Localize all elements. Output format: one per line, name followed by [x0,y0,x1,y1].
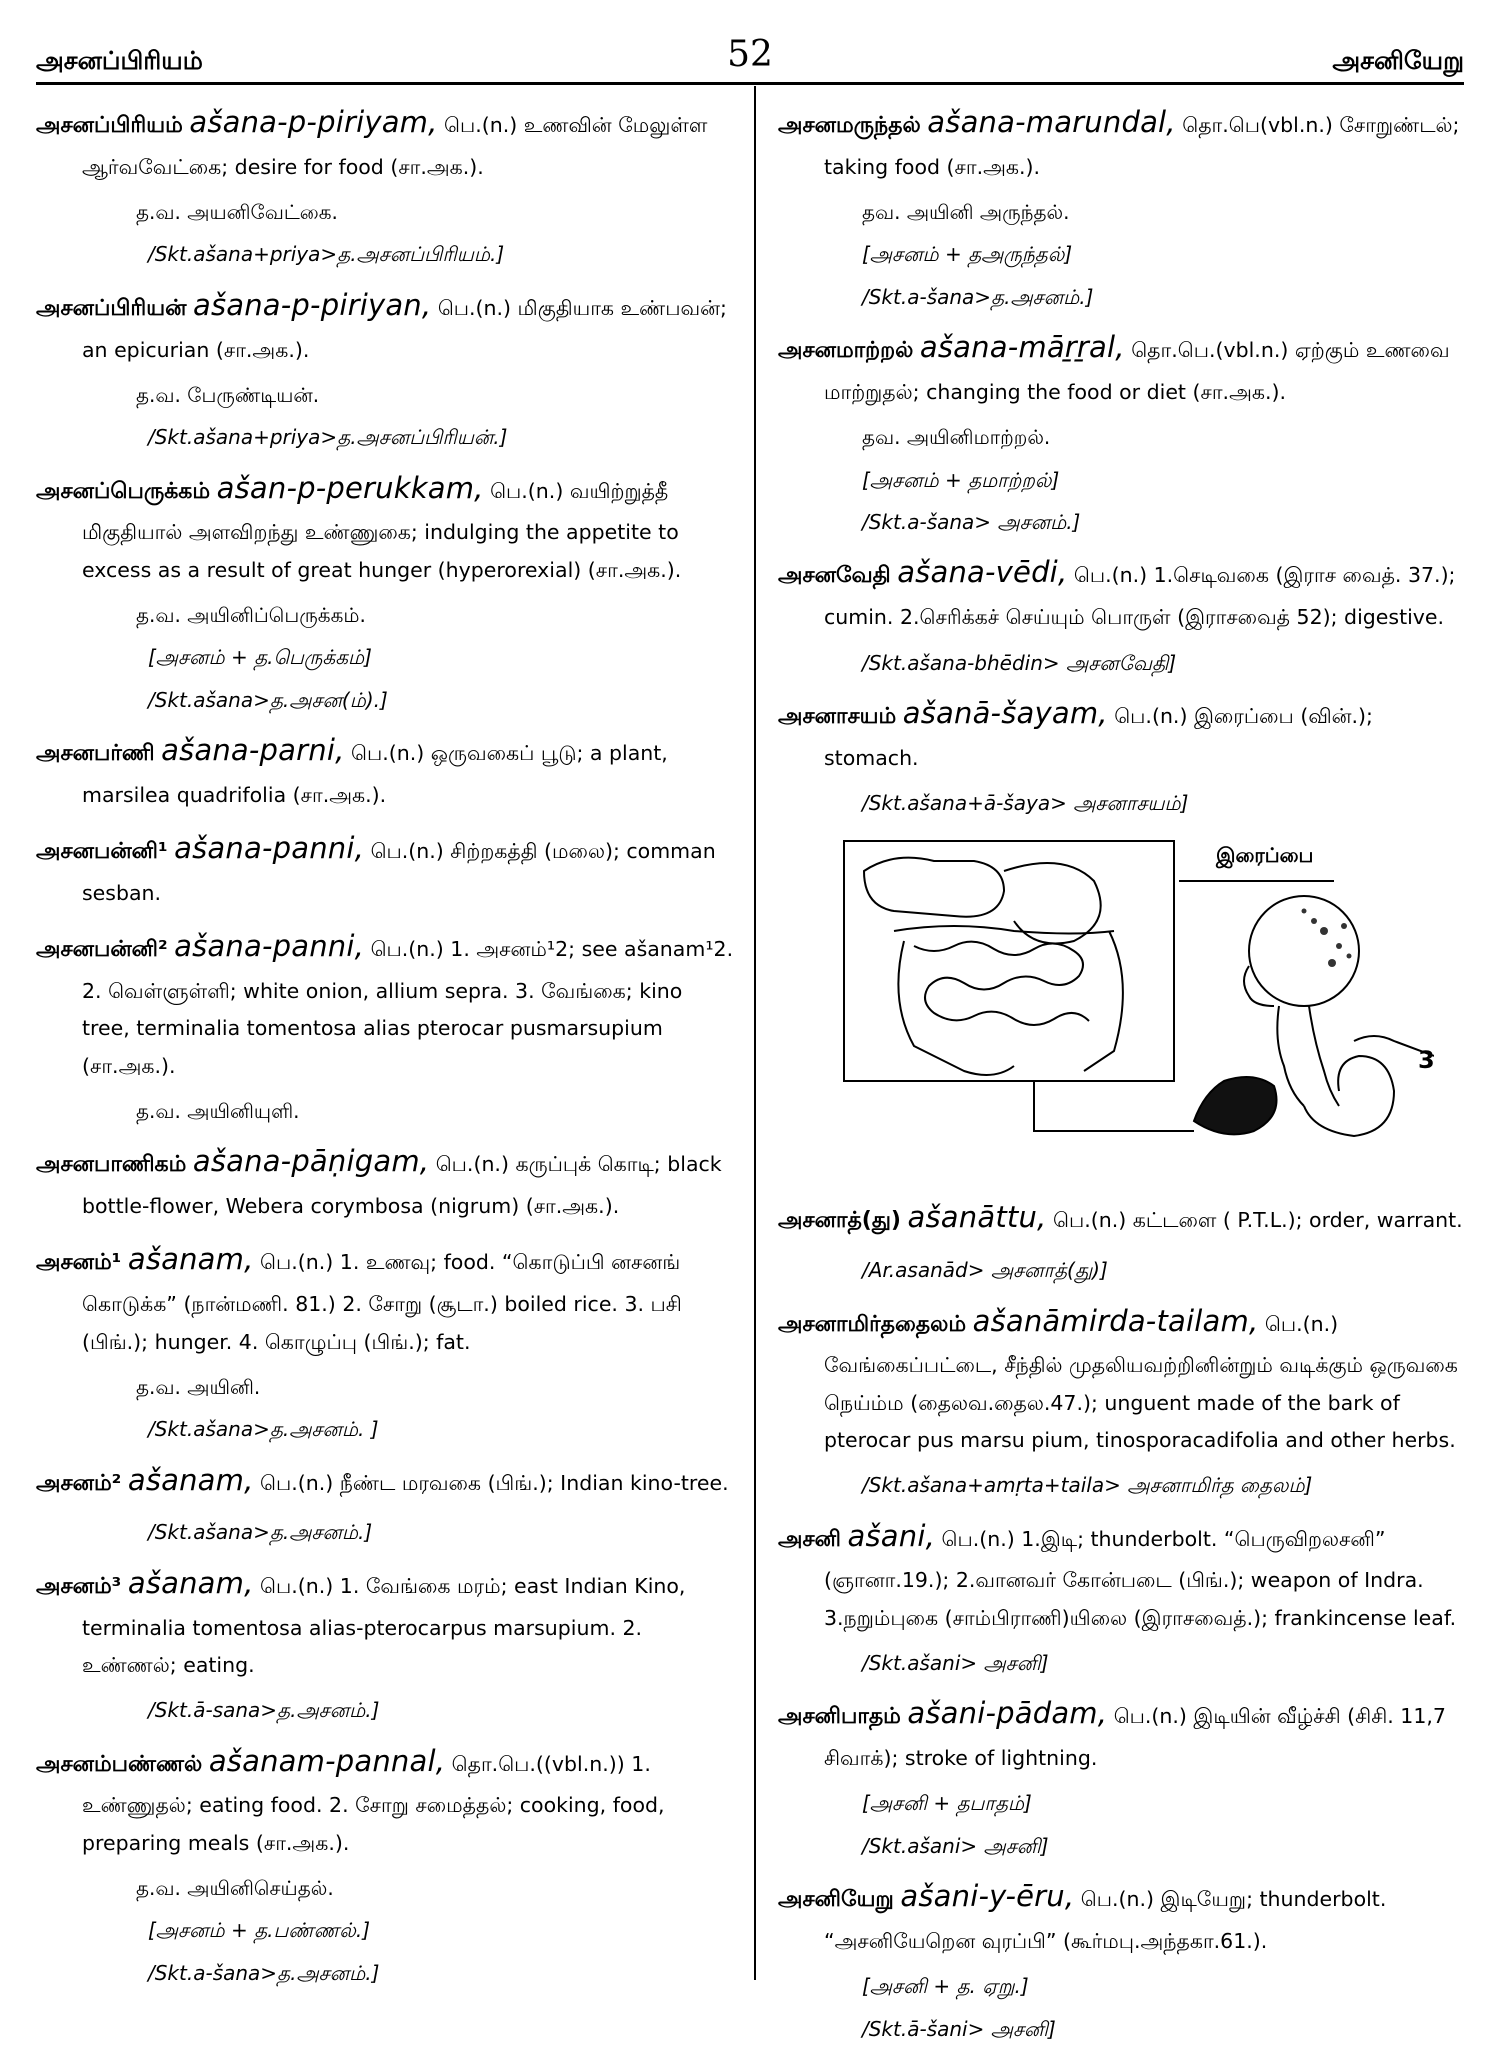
etymology-note: [அசனம் + த.பெருக்கம்] [148,645,372,670]
tamil-equivalent: த.வ. அயினி. [136,1374,261,1399]
tamil-equivalent: த.வ. அயினிசெய்தல். [136,1875,334,1900]
dictionary-entry [36,462,736,589]
headword: அசனப்பிரியன் [36,295,187,321]
headword: அசனாசயம் [778,703,897,729]
headword: அசனபர்ணி [36,741,155,767]
dictionary-entry [778,96,1468,186]
definition: பெ.(n.) 1. வேங்கை மரம்; east Indian Kino, terminalia tomentosa alias-pterocarpus marsupium. 2. உண்ணல்; eating. [82,1573,686,1677]
transliteration: ašani, [847,1518,935,1553]
column-divider [754,86,756,1980]
etymology-note: [அசனி + தபாதம்] [862,1791,1032,1816]
headword: அசனி [778,1526,841,1552]
etymology-note: /Skt.ā-sana>த.அசனம்.] [148,1698,380,1723]
running-head-left: அசனப்பிரியம் [36,46,203,75]
transliteration: ašana-vēdi, [897,555,1068,590]
definition: தொ.பெ.(vbl.n.) ஏற்கும் உணவை மாற்றுதல்; changing the food or diet (சா.அக.). [824,338,1450,404]
definition: பெ.(n.) 1. அசனம்¹2; see ašanam¹2. 2. வெள்ளுள்ளி; white onion, allium sepra. 3. வேங்கை; kino tree, terminalia tomentosa alias pterocar pusmarsupium (சா.அக.). [82,937,734,1078]
dictionary-entry [36,1557,736,1684]
headword: அசனம்² [36,1470,122,1496]
definition: பெ.(n.) கட்டளை ( P.T.L.); order, warrant. [1046,1208,1463,1233]
dictionary-entry [778,1191,1468,1244]
dictionary-entry [778,1870,1468,1960]
transliteration: ašana-p-piriyan, [192,287,432,322]
dictionary-entry [778,1295,1468,1460]
etymology-note: /Skt.ašana-bhēdin> அசனவேதி] [862,650,1177,675]
etymology-note: /Skt.a-šana>த.அசனம்.] [862,284,1094,309]
transliteration: ašana-panni, [174,929,365,964]
transliteration: ašan-p-perukkam, [216,470,484,505]
left-column [36,96,736,1990]
transliteration: ašanāmirda-tailam, [972,1303,1259,1338]
definition: பெ.(n.) சிற்றகத்தி (மலை); comman sesban. [82,839,716,906]
dictionary-entry [36,1233,736,1360]
transliteration: ašana-panni, [174,831,365,866]
definition: பெ.(n.) வயிற்றுத்தீ மிகுதியால் அளவிறந்து உண்ணுகை; indulging the appetite to excess as a result of great hunger (hyperorexial) (சா.அக.). [82,478,682,582]
etymology-note: [அசனம் + தமாற்றல்] [862,467,1060,492]
digestive-illustration [834,831,1434,1171]
tamil-equivalent: தவ. அயினி அருந்தல். [862,200,1070,225]
definition: பெ.(n.) உணவின் மேலுள்ள ஆர்வவேட்கை; desire for food (சா.அக.). [82,113,708,179]
headword: அசனாத்(து) [778,1208,901,1234]
transliteration: ašani-y-ēru, [900,1879,1075,1914]
headword: அசனபாணிகம் [36,1152,187,1178]
etymology-note: /Skt.ašani> அசனி] [862,1650,1049,1675]
etymology-note: /Skt.ašana+amṛta+taila> அசனாமிர்த தைலம்] [862,1473,1313,1498]
etymology-note: /Skt.ašana>த.அசனம். ] [148,1417,379,1442]
transliteration: ašanam-pannal, [208,1743,446,1778]
tamil-equivalent: த.வ. அயினியுளி. [136,1099,300,1123]
definition: பெ.(n.) கருப்புக் கொடி; black bottle-flower, Webera corymbosa (nigrum) (சா.அக.). [82,1152,722,1219]
headword: அசனபன்னி¹ [36,839,168,865]
definition: பெ.(n.) 1.இடி; thunderbolt. “பெருவிறலசனி” (ஞானா.19.); 2.வானவர் கோன்படை (பிங்.); weapon of Indra. 3.நறும்புகை (சாம்பிராணி)யிலை (இராசவைத்.); frankincense leaf. [824,1526,1457,1630]
right-column [778,96,1468,2041]
page-header [36,34,1464,82]
dictionary-entry [778,546,1468,636]
etymology-note: [அசனம் + தஅருந்தல்] [862,242,1073,267]
etymology-note: /Ar.asanād> அசனாத்(து)] [862,1258,1108,1283]
etymology-note: [அசனி + த. ஏறு.] [862,1974,1029,1999]
headword: அசனப்பிரியம் [36,113,183,138]
transliteration: ašana-pāṇigam, [192,1144,430,1179]
tamil-equivalent: த.வ. அயினிப்பெருக்கம். [136,603,366,628]
headword: அசனியேறு [778,1887,894,1913]
figure-label-stomach: இரைப்பை [1216,843,1314,868]
dictionary-entry [36,1135,736,1225]
dictionary-entry [36,1735,736,1862]
dictionary-entry [36,920,736,1085]
transliteration: ašanāttu, [907,1200,1047,1235]
etymology-note: /Skt.a-šana>த.அசனம்.] [148,1960,380,1985]
dictionary-entry [778,1687,1468,1777]
etymology-note: /Skt.ašana+priya>த.அசனப்பிரியம்.] [148,242,505,267]
definition: பெ.(n.) ஒருவகைப் பூடு; a plant, marsilea quadrifolia (சா.அக.). [82,741,668,807]
headword: அசனபன்னி² [36,937,168,963]
etymology-note: /Skt.ašani> அசனி] [862,1833,1049,1858]
page-number: 52 [727,34,773,75]
etymology-note: /Skt.ašana+ā-šaya> அசனாசயம்] [862,790,1189,815]
dictionary-entry [36,279,736,369]
etymology-note: /Skt.ā-šani> அசனி] [862,2016,1056,2041]
transliteration: ašana-p-piriyam, [189,105,438,139]
definition: பெ.(n.) 1. உணவு; food. “கொடுப்பி னசனங் கொடுக்க” (நான்மணி. 81.) 2. சோறு (சூடா.) boiled rice. 3. பசி (பிங்.); hunger. 4. கொழுப்பு (பிங்.); fat. [82,1250,682,1354]
definition: பெ.(n.) நீண்ட மரவகை (பிங்.); Indian kino-tree. [253,1470,729,1495]
transliteration: ašanam, [127,1565,254,1600]
definition: தொ.பெ.((vbl.n.)) 1. உண்ணுதல்; eating food. 2. சோறு சமைத்தல்; cooking, food, preparing meals (சா.அக.). [82,1751,665,1855]
transliteration: ašanā-šayam, [902,695,1108,730]
transliteration: ašanam, [127,1242,254,1277]
headword: அசனமருந்தல் [778,113,921,138]
figure-label-3: 3 [1418,1046,1435,1075]
dictionary-entry [36,822,736,912]
dictionary-entry [36,1454,736,1507]
headword: அசனப்பெருக்கம் [36,478,211,504]
headword: அசனமாற்றல் [778,338,914,364]
definition: பெ.(n.) வேங்கைப்பட்டை, சீந்தில் முதலியவற்றினின்றும் வடிக்கும் ஒருவகை நெய்ம்ம (தைலவ.தைல.47.); unguent made of the bark of pterocar pus marsu pium, tinosporacadifolia and other herbs. [824,1311,1458,1452]
digestive-system-figure [834,831,1434,1171]
etymology-note: /Skt.ašana>த.அசன(ம்).] [148,687,388,712]
headword: அசனம்¹ [36,1250,122,1276]
definition: தொ.பெ(vbl.n.) சோறுண்டல்; taking food (சா.அக.). [824,113,1460,179]
etymology-note: /Skt.ašana+priya>த.அசனப்பிரியன்.] [148,425,508,450]
tamil-equivalent: தவ. அயினிமாற்றல். [862,425,1051,450]
definition: பெ.(n.) இடியேறு; thunderbolt. “அசனியேறென வுரப்பி” (கூர்மபு.அந்தகா.61.). [824,1887,1387,1953]
headword: அசனவேதி [778,563,891,589]
headword: அசனிபாதம் [778,1704,901,1730]
dictionary-entry [778,687,1468,777]
transliteration: ašanam, [127,1462,254,1497]
dictionary-entry [778,321,1468,411]
transliteration: ašana-marundal, [927,105,1176,139]
definition: பெ.(n.) இடியின் வீழ்ச்சி (சிசி. 11,7 சிவாக்); stroke of lightning. [824,1704,1446,1771]
dictionary-entry [36,724,736,814]
tamil-equivalent: த.வ. அயனிவேட்கை. [136,200,338,225]
header-rule [36,82,1464,85]
tamil-equivalent: த.வ. பேருண்டியன். [136,382,320,407]
headword: அசனம்பண்ணல் [36,1751,203,1777]
headword: அசனாமிர்ததைலம் [778,1311,967,1337]
transliteration: ašani-pādam, [907,1696,1108,1731]
definition: பெ.(n.) இரைப்பை (வின்.); stomach. [824,703,1373,770]
definition: பெ.(n.) மிகுதியாக உண்பவன்; an epicurian (சா.அக.). [82,295,727,362]
etymology-note: /Skt.ašana>த.அசனம்.] [148,1520,373,1545]
dictionary-entry [36,96,736,186]
transliteration: ašana-parni, [161,733,345,768]
transliteration: ašana-māṟṟal, [919,330,1125,365]
dictionary-entry [778,1510,1468,1637]
etymology-note: [அசனம் + த.பண்ணல்.] [148,1918,370,1943]
definition: பெ.(n.) 1.செடிவகை (இராச வைத். 37.); cumin. 2.செரிக்கச் செய்யும் பொருள் (இராசவைத் 52); digestive. [824,563,1456,630]
headword: அசனம்³ [36,1573,122,1599]
etymology-note: /Skt.a-šana> அசனம்.] [862,510,1081,535]
running-head-right: அசனியேறு [1332,46,1464,75]
